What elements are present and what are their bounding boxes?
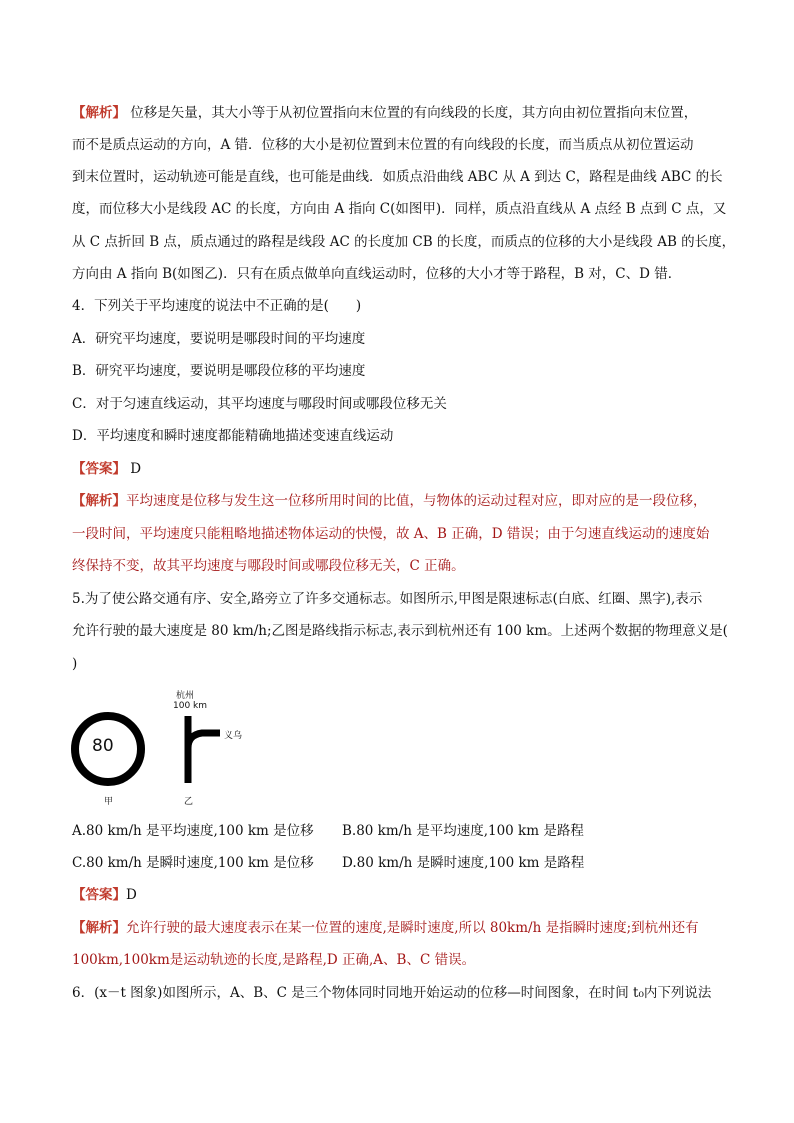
analysis3-line-1: 【解析】 位移是矢量，其大小等于从初位置指向末位置的有向线段的长度，其方向由初位置指向末位置， (72, 105, 698, 121)
q4-analysis-tag: 【解析】 (72, 493, 126, 509)
q4-stem: 4．下列关于平均速度的说法中不正确的是( ) (72, 298, 362, 314)
q5-option-b: B.80 km/h 是平均速度,100 km 是路程 (342, 823, 584, 839)
q5-stem-line-3: ) (72, 656, 78, 672)
analysis3-tag: 【解析】 (72, 105, 126, 121)
q5-stem-line-2: 允许行驶的最大速度是 80 km/h;乙图是路线指示标志,表示到杭州还有 100 km。上述两个数据的物理意义是( (72, 623, 728, 639)
q4-answer-tag: 【答案】 (72, 461, 126, 477)
route-sign-distance: 100 km (173, 701, 208, 711)
q4-analysis-line-3: 终保持不变，故其平均速度与哪段时间或哪段位移无关，C 正确。 (72, 558, 465, 574)
q5-answer-tag: 【答案】 (72, 887, 126, 903)
q4-analysis-line-2: 一段时间，平均速度只能粗略地描述物体运动的快慢，故 A、B 正确，D 错误；由于匀速直线运动的速度始 (72, 526, 710, 542)
q4-answer (72, 460, 732, 478)
analysis3-line-5: 从 C 点折回 B 点，质点通过的路程是线段 AC 的长度加 CB 的长度，而质点的位移的大小是线段 AB 的长度， (72, 234, 736, 250)
q5-answer (72, 886, 732, 904)
analysis3-line-2: 而不是质点运动的方向，A 错．位移的大小是初位置到末位置的有向线段的长度，而当质点从初位置运动 (72, 137, 694, 153)
route-sign-branch-road (188, 733, 220, 748)
route-sign-city-top: 杭州 (176, 691, 195, 701)
q5-option-d: D.80 km/h 是瞬时速度,100 km 是路程 (342, 855, 585, 871)
route-sign-city-right: 义乌 (224, 731, 243, 741)
q5-analysis-tag: 【解析】 (72, 920, 126, 936)
analysis3-line-6: 方向由 A 指向 B(如图乙)．只有在质点做单向直线运动时，位移的大小才等于路程，B 对，C、D 错． (72, 266, 682, 282)
q5-analysis-line-1: 【解析】允许行驶的最大速度表示在某一位置的速度,是瞬时速度,所以 80km/h 是指瞬时速度;到杭州还有 (72, 920, 699, 936)
q5-stem-line-1: 5.为了使公路交通有序、安全,路旁立了许多交通标志。如图所示,甲图是限速标志(白底、红圈、黑字),表示 (72, 591, 703, 607)
analysis3-line-3: 到末位置时，运动轨迹可能是直线，也可能是曲线．如质点沿曲线 ABC 从 A 到达 C，路程是曲线 ABC 的长 (72, 169, 723, 185)
analysis3-line-4: 度，而位移大小是线段 AC 的长度，方向由 A 指向 C(如图甲)．同样，质点沿直线从 A 点经 B 点到 C 点，又 (72, 201, 727, 217)
q4-answer-value: D (126, 461, 142, 477)
q5-figure (70, 686, 310, 806)
q5-option-c: C.80 km/h 是瞬时速度,100 km 是位移 (72, 855, 314, 871)
q4-option-a: A．研究平均速度，要说明是哪段时间的平均速度 (72, 331, 366, 347)
q4-option-c: C．对于匀速直线运动，其平均速度与哪段时间或哪段位移无关 (72, 396, 447, 412)
q5-answer-value: D (126, 887, 137, 903)
q6-stem: 6．(x－t 图象)如图所示，A、B、C 是三个物体同时同地开始运动的位移—时间图象，在时间 t₀内下列说法 (72, 985, 712, 1001)
speed-limit-number: 80 (92, 736, 114, 756)
figure-label-jia: 甲 (104, 797, 114, 807)
q5-option-a: A.80 km/h 是平均速度,100 km 是位移 (72, 823, 314, 839)
q5-analysis-line-2: 100km,100km是运动轨迹的长度,是路程,D 正确,A、B、C 错误。 (72, 952, 476, 968)
figure-label-yi: 乙 (184, 797, 194, 807)
q4-option-d: D．平均速度和瞬时速度都能精确地描述变速直线运动 (72, 428, 394, 444)
q4-analysis-line-1: 【解析】平均速度是位移与发生这一位移所用时间的比值，与物体的运动过程对应，即对应的是一段位移， (72, 493, 707, 509)
q4-option-b: B．研究平均速度，要说明是哪段位移的平均速度 (72, 363, 366, 379)
